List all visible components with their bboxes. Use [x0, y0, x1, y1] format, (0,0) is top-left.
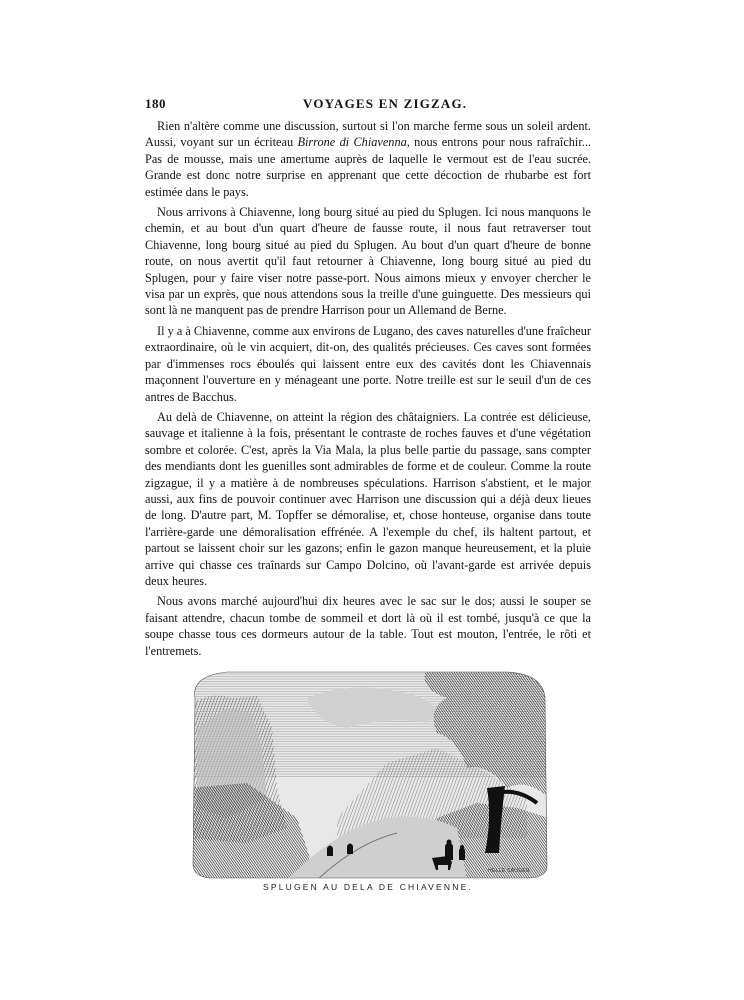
- paragraph-birrone: [145, 118, 591, 200]
- page-header: [145, 96, 591, 116]
- paragraph-souper: Nous avons marché aujourd'hui dix heures avec le sac sur le dos; aussi le souper se faisant attendre, chacun tombe de sommeil et dort là où il est tombé, jusqu'à ce que la soupe chasse tous ces dormeurs autour de la table. Tout est mouton, l'entrée, le rôti et l'entremets.: [145, 594, 591, 658]
- paragraph-text: , nous entrons pour nous rafraîchir... Pas de mousse, mais une amertume auprès de laquelle le vermout est de l'eau sucrée. Grande est donc notre surprise en apprenant que cette décoction de rhubarbe est fort estimée dans le pays.: [145, 135, 591, 199]
- paragraph-text: Rien n'altère comme une discussion, surtout si l'on marche ferme sous un soleil ardent. Aussi, voyant sur un écriteau: [145, 119, 591, 150]
- running-title: VOYAGES EN ZIGZAG.: [303, 96, 468, 111]
- paragraph-chiavenne: Nous arrivons à Chiavenne, long bourg situé au pied du Splugen. Ici nous manquons le chemin, et au bout d'un quart d'heure de fausse route, il nous faut retraverser tout Chiavenne, long bourg situé au pied du Splugen. Au bout d'un quart d'heure de bonne route, on nous avertit qu'il faut retourner à Chiavenne, long bourg situé au pied du Splugen, pour y faire viser notre passe-port. Nous aimons mieux y envoyer chercher le visa par un exprès, que nous attendons sous la treille d'une guinguette. Des messieurs qui sont là ne manquent pas de prendre Harrison pour un Allemand de Berne.: [145, 205, 591, 318]
- sign-text-italic: Birrone di Chiavenna: [297, 135, 407, 150]
- engraving-illustration: [187, 668, 549, 880]
- paragraph-caves: Il y a à Chiavenne, comme aux environs de Lugano, des caves naturelles d'une fraîcheur extraordinaire, où le vin acquiert, dit-on, des qualités précieuses. Ces caves sont formées par d'immenses rocs éboulés qui laissent entre eux des cavités dont les Chiavennais maçonnent l'ouverture en y ménageant une porte. Notre treille est sur le seuil d'un de ces antres de Bacchus.: [145, 323, 591, 404]
- paragraph-chataigniers: Au delà de Chiavenne, on atteint la région des châtaigniers. La contrée est délicieuse, sauvage et italienne à la fois, présentant le contraste de roches fauves et d'une végétation sombre et colorée. C'est, après la Via Mala, la plus belle partie du passage, sans compter des mendiants dont les guenilles sont admirables de forme et de couleur. Comme la route zigzague, il y a matière à de nombreuses spéculations. Harrison s'abstient, et le major aussi, aux fins de pouvoir continuer avec Harrison une discussion qui a déjà deux lieues de long. D'autre part, M. Topffer se démoralise, et, chose honteuse, organise dans toute l'arrière-garde une démoralisation effrénée. A l'exemple du chef, ils haltent partout, et partout se laissent choir sur les gazons; enfin le gazon manque heureusement, et la pluie arrive qui chasse ces traînards sur Campo Dolcino, où l'avant-garde est arrivée depuis deux heures.: [145, 409, 591, 588]
- body-text: [145, 118, 591, 663]
- figure-caption: SPLUGEN AU DELA DE CHIAVENNE.: [262, 882, 474, 892]
- page-number: 180: [145, 96, 166, 111]
- engraver-signature: HELLE SAUGER: [488, 868, 530, 874]
